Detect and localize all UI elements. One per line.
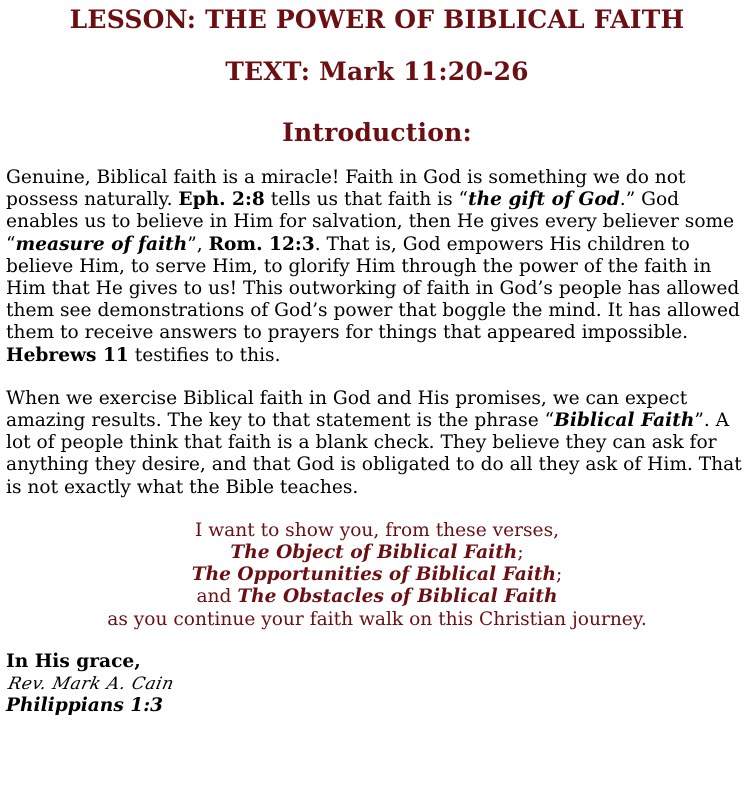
outline-point-3-prefix: and bbox=[196, 586, 238, 608]
para1-text-4: ”, bbox=[187, 233, 209, 255]
outline-point-3-text: The Obstacles of Biblical Faith bbox=[237, 586, 558, 608]
emphasis-biblical-faith: Biblical Faith bbox=[554, 410, 695, 432]
scripture-ref-eph: Eph. 2:8 bbox=[178, 189, 265, 211]
para1-text-6: testifies to this. bbox=[128, 344, 281, 366]
emphasis-measure-of-faith: measure of faith bbox=[15, 233, 188, 255]
outline-point-1 bbox=[6, 542, 748, 564]
introduction-paragraph-1 bbox=[6, 167, 748, 367]
outline-point-1-sep: ; bbox=[517, 542, 524, 564]
signoff-block bbox=[6, 651, 748, 718]
para2-text-1: When we exercise Biblical faith in God and His promises, we can expect amazing results. The key to that statement is the phrase “ bbox=[6, 387, 688, 432]
introduction-paragraph-2 bbox=[6, 388, 748, 499]
introduction-heading: Introduction: bbox=[282, 118, 472, 147]
signoff-verse: Philippians 1:3 bbox=[6, 695, 164, 717]
lesson-outline bbox=[6, 520, 748, 631]
lesson-title: LESSON: THE POWER OF BIBLICAL FAITH bbox=[69, 5, 685, 34]
signature-line bbox=[6, 673, 748, 695]
para1-text-1: Genuine, Biblical faith is a miracle! Faith in God is something we do not possess naturally. bbox=[6, 167, 686, 211]
emphasis-gift-of-god: the gift of God bbox=[468, 189, 620, 211]
scripture-ref-rom: Rom. 12:3 bbox=[208, 233, 315, 255]
outline-point-1-text: The Object of Biblical Faith bbox=[230, 542, 518, 564]
para2-text-2: ”. A lot of people think that faith is a blank check. They believe they can ask for anything they desire, and that God is obligated to do all they ask of Him. That is not exactly what the Bible teaches. bbox=[6, 410, 742, 498]
outline-intro-line: I want to show you, from these verses, bbox=[194, 519, 560, 541]
text-reference: TEXT: Mark 11:20-26 bbox=[225, 57, 529, 86]
outline-point-2-sep: ; bbox=[556, 564, 563, 586]
scripture-ref-hebrews: Hebrews 11 bbox=[6, 344, 129, 366]
outline-point-2-text: The Opportunities of Biblical Faith bbox=[191, 564, 556, 586]
signoff-greeting: In His grace, bbox=[6, 650, 141, 672]
author-signature: Rev. Mark A. Cain bbox=[6, 674, 176, 695]
para1-text-2: tells us that faith is “ bbox=[264, 189, 469, 211]
outline-closing-line: as you continue your faith walk on this Christian journey. bbox=[107, 608, 647, 630]
outline-point-2 bbox=[6, 564, 748, 586]
para1-text-5: . That is, God empowers His children to believe Him, to serve Him, to glorify Him through the power of the faith in Him that He gives to us! This outworking of faith in God’s people has allowed them see demonstrations of God’s power that boggle the mind. It has allowed them to receive answers to prayers for things that appeared impossible. bbox=[6, 233, 740, 344]
para1-text-3: .” God enables us to believe in Him for salvation, then He gives every believer some “ bbox=[6, 189, 735, 255]
outline-point-3 bbox=[6, 586, 748, 608]
